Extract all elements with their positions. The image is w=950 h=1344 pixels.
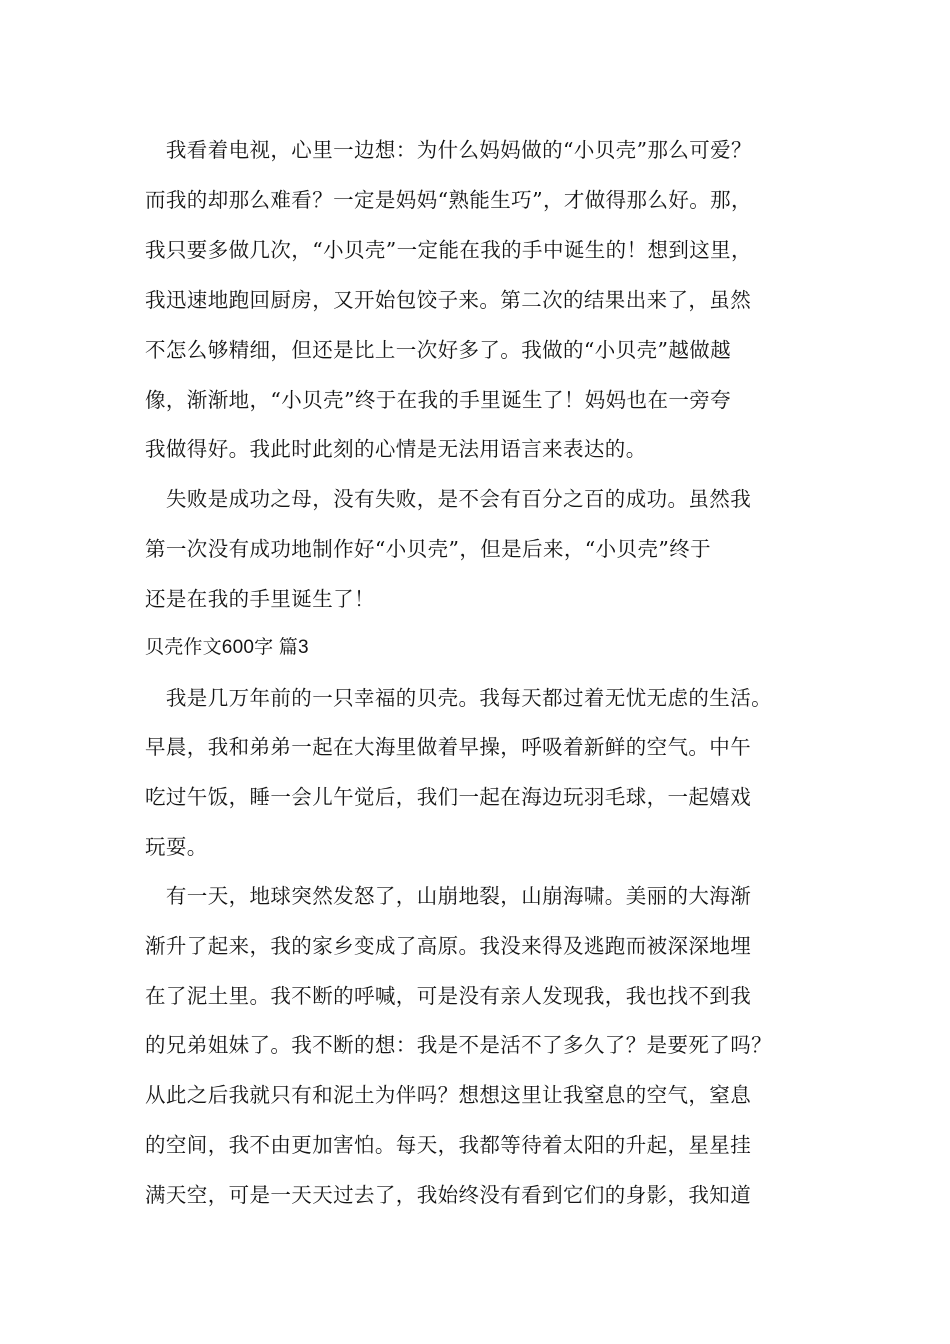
paragraph-line: 失败是成功之母，没有失败，是不会有百分之百的成功。虽然我 xyxy=(145,487,752,511)
paragraph-line: 还是在我的手里诞生了！ xyxy=(145,587,375,611)
paragraph-line: 的空间，我不由更加害怕。每天，我都等待着太阳的升起，星星挂 xyxy=(145,1133,752,1157)
paragraph-line: 我看着电视，心里一边想：为什么妈妈做的“小贝壳”那么可爱？ xyxy=(145,138,752,162)
paragraph-line: 我做得好。我此时此刻的心情是无法用语言来表达的。 xyxy=(145,437,647,461)
paragraph-line: 而我的却那么难看？一定是妈妈“熟能生巧”，才做得那么好。那， xyxy=(145,188,752,212)
paragraph-line: 渐升了起来，我的家乡变成了高原。我没来得及逃跑而被深深地埋 xyxy=(145,934,752,958)
paragraph-line: 像，渐渐地，“小贝壳”终于在我的手里诞生了！妈妈也在一旁夸 xyxy=(145,388,732,412)
paragraph-line: 我只要多做几次，“小贝壳”一定能在我的手中诞生的！想到这里， xyxy=(145,238,752,262)
paragraph-line: 我迅速地跑回厨房，又开始包饺子来。第二次的结果出来了，虽然 xyxy=(145,288,752,312)
paragraph-line: 的兄弟姐妹了。我不断的想：我是不是活不了多久了？是要死了吗？ xyxy=(145,1033,772,1057)
paragraph-line: 第一次没有成功地制作好“小贝壳”，但是后来，“小贝壳”终于 xyxy=(145,537,712,561)
paragraph-line: 早晨，我和弟弟一起在大海里做着早操，呼吸着新鲜的空气。中午 xyxy=(145,735,752,759)
paragraph-line: 在了泥土里。我不断的呼喊，可是没有亲人发现我，我也找不到我 xyxy=(145,984,752,1008)
paragraph-line: 有一天，地球突然发怒了，山崩地裂，山崩海啸。美丽的大海渐 xyxy=(145,884,752,908)
section-heading: 贝壳作文600字 篇3 xyxy=(145,637,309,658)
paragraph-line: 吃过午饭，睡一会儿午觉后，我们一起在海边玩羽毛球，一起嬉戏 xyxy=(145,785,752,809)
paragraph-line: 从此之后我就只有和泥土为伴吗？想想这里让我窒息的空气，窒息 xyxy=(145,1083,752,1107)
paragraph-line: 不怎么够精细，但还是比上一次好多了。我做的“小贝壳”越做越 xyxy=(145,338,732,362)
paragraph-line: 满天空，可是一天天过去了，我始终没有看到它们的身影，我知道 xyxy=(145,1183,752,1207)
paragraph-line: 玩耍。 xyxy=(145,835,208,859)
paragraph-line: 我是几万年前的一只幸福的贝壳。我每天都过着无忧无虑的生活。 xyxy=(145,686,772,710)
